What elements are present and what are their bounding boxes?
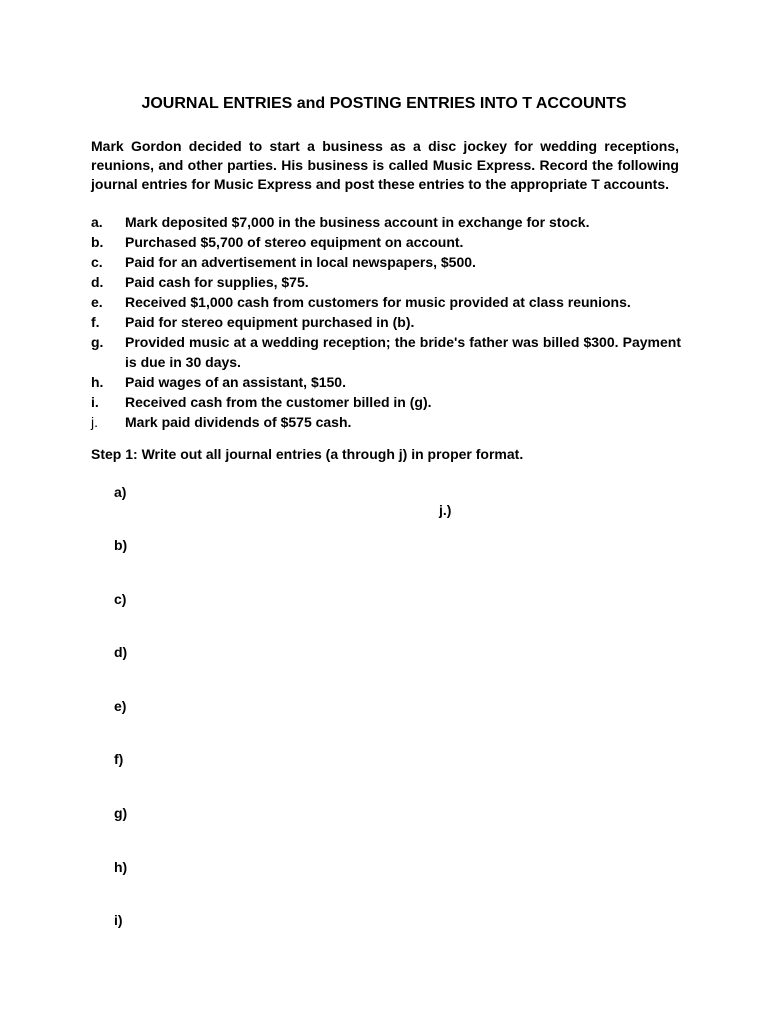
transaction-text: Provided music at a wedding reception; the bride's father was billed $300. Payment is due in 30 days. [125, 334, 681, 370]
transaction-item-a [91, 212, 681, 232]
page-title: JOURNAL ENTRIES and POSTING ENTRIES INTO T ACCOUNTS [141, 95, 627, 112]
transaction-item-c [91, 252, 681, 272]
transaction-item-d [91, 272, 681, 292]
transaction-item-e [91, 292, 681, 312]
transaction-text: Received $1,000 cash from customers for music provided at class reunions. [125, 294, 631, 310]
intro-paragraph: Mark Gordon decided to start a business as a disc jockey for wedding receptions, reunions, and other parties. His business is called Music Express. Record the following journal entries for Music Express and post these entries to the appropriate T accounts. [91, 138, 679, 192]
entry-label-b: b) [114, 537, 128, 553]
transaction-item-b [91, 232, 681, 252]
entry-label-e: e) [114, 698, 127, 714]
transaction-text: Mark paid dividends of $575 cash. [125, 414, 352, 430]
transaction-text: Received cash from the customer billed in (g). [125, 394, 432, 410]
entry-label-h: h) [114, 859, 128, 875]
transaction-list [91, 212, 681, 432]
transaction-letter: d. [91, 274, 104, 290]
entry-label-d: d) [114, 644, 128, 660]
transaction-letter: i. [91, 394, 99, 410]
transaction-letter: f. [91, 314, 100, 330]
transaction-text: Purchased $5,700 of stereo equipment on account. [125, 234, 464, 250]
entry-label-c: c) [114, 591, 127, 607]
transaction-letter: h. [91, 374, 104, 390]
transaction-item-j [91, 412, 681, 432]
transaction-item-g [91, 332, 681, 372]
transaction-letter: c. [91, 254, 103, 270]
transaction-text: Paid cash for supplies, $75. [125, 274, 309, 290]
transaction-item-h [91, 372, 681, 392]
step-1-instruction: Step 1: Write out all journal entries (a through j) in proper format. [91, 446, 524, 462]
transaction-letter: a. [91, 214, 103, 230]
entry-label-j: j.) [439, 502, 452, 518]
entry-label-f: f) [114, 751, 124, 767]
entry-label-a: a) [114, 484, 127, 500]
transaction-letter: b. [91, 234, 104, 250]
transaction-text: Paid wages of an assistant, $150. [125, 374, 346, 390]
transaction-letter: g. [91, 334, 104, 350]
transaction-text: Mark deposited $7,000 in the business account in exchange for stock. [125, 214, 590, 230]
transaction-item-f [91, 312, 681, 332]
entry-label-i: i) [114, 912, 123, 928]
transaction-item-i [91, 392, 681, 412]
transaction-letter: e. [91, 294, 103, 310]
transaction-text: Paid for an advertisement in local newspapers, $500. [125, 254, 476, 270]
transaction-text: Paid for stereo equipment purchased in (b). [125, 314, 415, 330]
transaction-letter: j. [91, 414, 98, 430]
entry-label-g: g) [114, 805, 128, 821]
